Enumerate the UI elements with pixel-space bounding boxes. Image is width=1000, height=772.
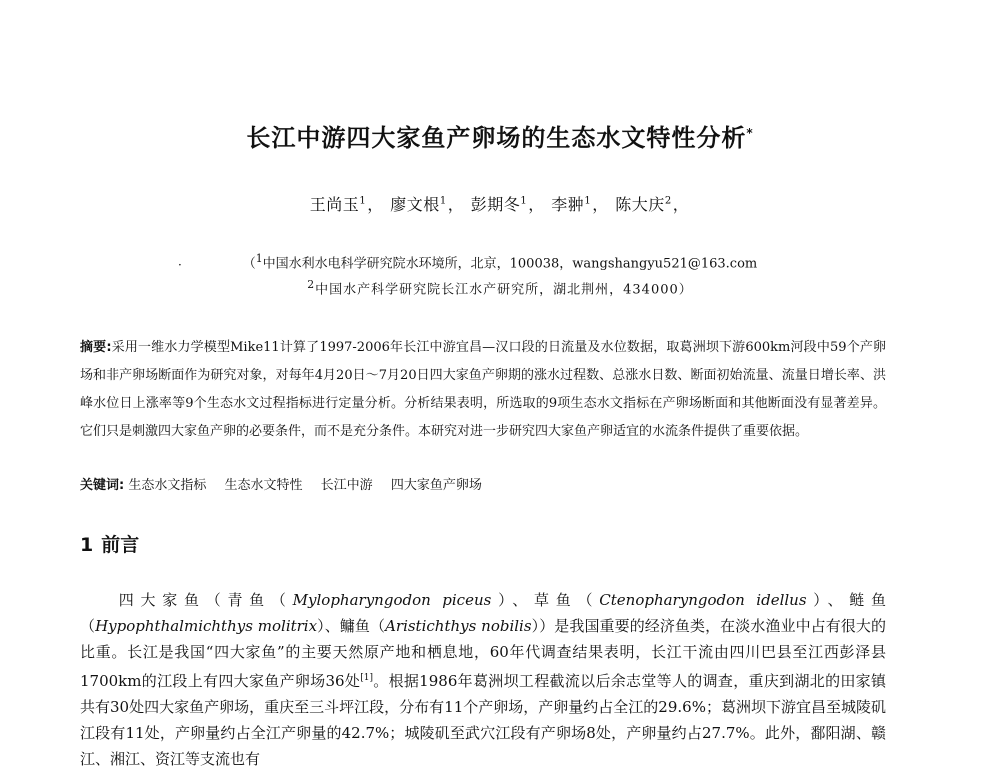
keyword: 生态水文特性 <box>224 478 303 493</box>
title-text: 长江中游四大家鱼产卵场的生态水文特性分析 <box>246 124 747 152</box>
keywords-label: 关键词: <box>80 478 125 493</box>
author: 廖文根$^1$， <box>390 195 465 214</box>
author: 王尚玉$^1$， <box>309 195 384 214</box>
citation-ref[interactable]: [1] <box>360 673 373 683</box>
paper-title <box>0 118 1000 153</box>
section-number: 1 <box>80 534 94 556</box>
abstract <box>80 334 886 446</box>
affiliation-2: $^2$中国水产科学研究院长江水产研究所，湖北荆州，434000） <box>307 278 693 298</box>
species-name: Ctenopharyngodon idellus <box>599 591 807 609</box>
body-paragraph: 四大家鱼（青鱼（Mylopharyngodon piceus）、草鱼（Ctenopharyngodon idellus）、鲢鱼（Hypophthalmichthys molitrix）、鳙鱼（Aristichthys nobilis））是我国重要的经济鱼类，在淡水渔业中占有很大的比重。长江是我国“四大家鱼”的主要天然原产地和栖息地，60年代调查结果表明，长江干流由四川巴县至江西彭泽县1700km的江段上有四大家鱼产卵场36处[1]。根据1986年葛洲坝工程截流以后余志堂等人的调查，重庆到湖北的田家镇共有30处四大家鱼产卵场，重庆至三斗坪江段，分布有11个产卵场，产卵量约占全江的29.6%；葛洲坝下游宜昌至城陵矶江段有11处，产卵量约占全江产卵量的42.7%；城陵矶至武穴江段有产卵场8处，产卵量约占27.7%。此外，鄱阳湖、赣江、湘江、资江等支流也有 <box>80 591 886 768</box>
author: 陈大庆$^2$， <box>615 195 690 214</box>
species-name: Hypophthalmichthys molitrix <box>95 617 318 635</box>
species-name: Mylopharyngodon piceus <box>292 591 492 609</box>
species-name: Aristichthys nobilis <box>385 617 532 635</box>
stray-dot: · <box>178 258 182 272</box>
title-footnote-mark: * <box>746 126 754 140</box>
section-heading <box>80 530 139 557</box>
section-title: 前言 <box>101 534 140 556</box>
abstract-text: 采用一维水力学模型Mike11计算了1997-2006年长江中游宜昌—汉口段的日流量及水位数据，取葛洲坝下游600km河段中59个产卵场和非产卵场断面作为研究对象，对每年4月20日～7月20日四大家鱼产卵期的涨水过程数、总涨水日数、断面初始流量、流量日增长率、洪峰水位日上涨率等9个生态水文过程指标进行定量分析。分析结果表明，所选取的9项生态水文指标在产卵场断面和其他断面没有显著差异。它们只是刺激四大家鱼产卵的必要条件，而不是充分条件。本研究对进一步研究四大家鱼产卵适宜的水流条件提供了重要依据。 <box>80 340 887 439</box>
keyword: 四大家鱼产卵场 <box>390 478 482 493</box>
author: 李翀$^1$， <box>551 195 609 214</box>
affiliation-1: （$^1$中国水利水电科学研究院水环境所，北京，100038，wangshangyu521@163.com <box>242 252 758 272</box>
author: 彭期冬$^1$， <box>470 195 545 214</box>
keyword: 长江中游 <box>320 478 373 493</box>
keyword: 生态水文指标 <box>128 478 207 493</box>
keywords <box>80 476 886 496</box>
author-list <box>0 192 1000 215</box>
abstract-label: 摘要: <box>80 340 112 355</box>
